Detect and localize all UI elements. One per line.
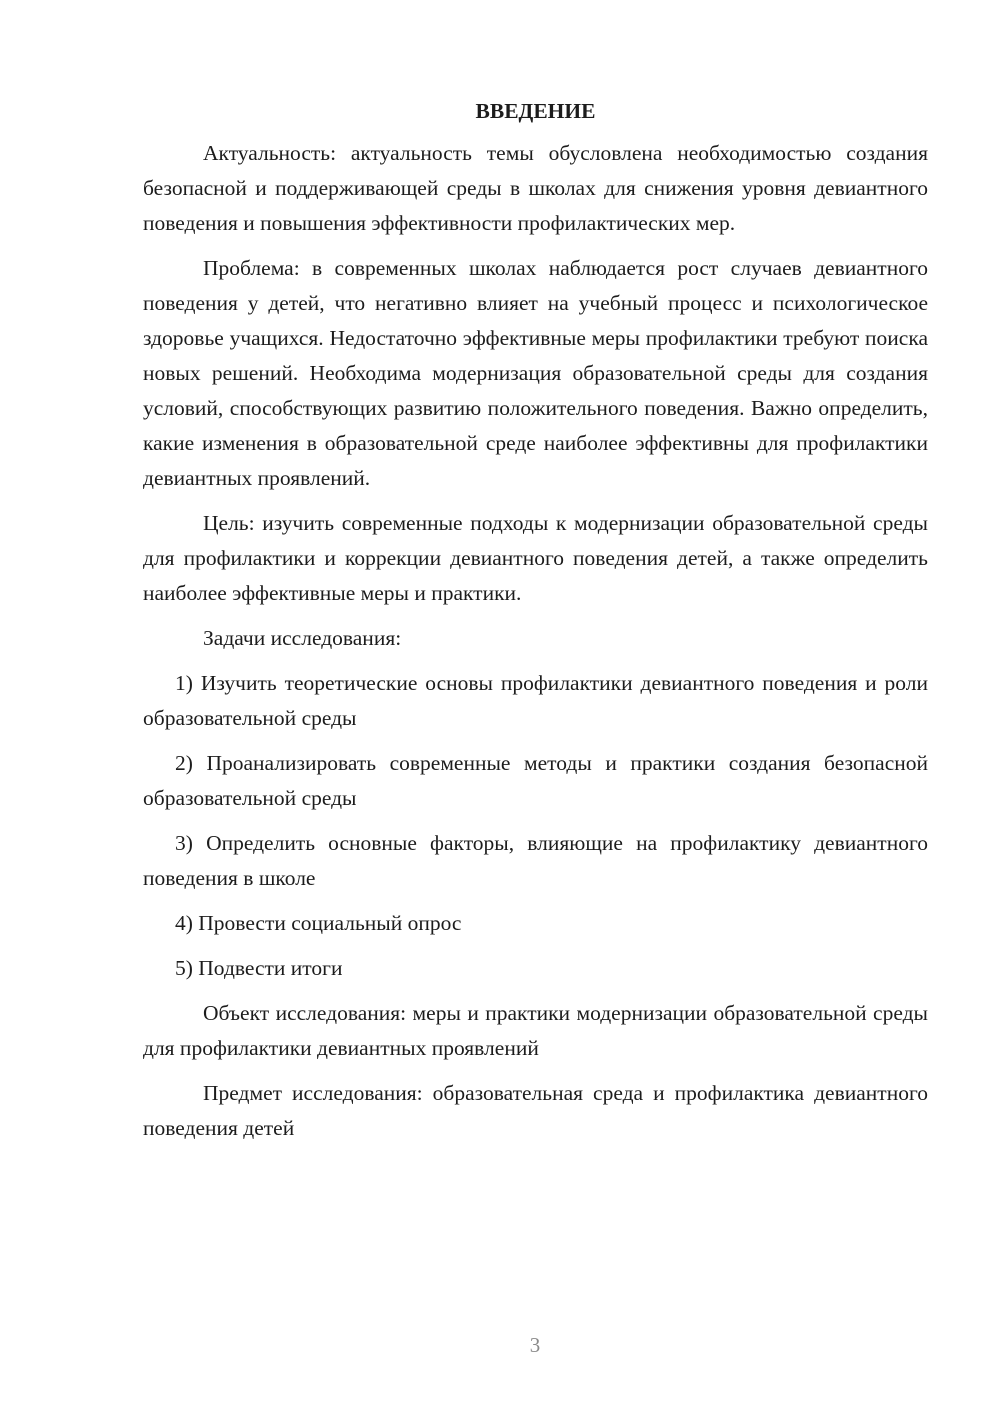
tasks-heading: Задачи исследования: [203, 626, 402, 650]
goal-paragraph: Цель: изучить современные подходы к модернизации образовательной среды для профилактики и коррекции девиантного поведения детей, а также определить наиболее эффективные меры и практики. [143, 511, 928, 605]
page-content [143, 96, 928, 1156]
task-item-1: 1) Изучить теоретические основы профилактики девиантного поведения и роли образовательной среды [143, 671, 928, 730]
relevance-paragraph: Актуальность: актуальность темы обусловлена необходимостью создания безопасной и поддерживающей среды в школах для снижения уровня девиантного поведения и повышения эффективности профилактических мер. [143, 141, 928, 235]
task-item-5: 5) Подвести итоги [175, 956, 343, 980]
task-item-4: 4) Провести социальный опрос [175, 911, 462, 935]
task-item-2: 2) Проанализировать современные методы и практики создания безопасной образовательной среды [143, 751, 928, 810]
task-item-3: 3) Определить основные факторы, влияющие на профилактику девиантного поведения в школе [143, 831, 928, 890]
page-number [0, 1333, 1000, 1358]
page-number-text: 3 [529, 1333, 541, 1357]
subject-paragraph: Предмет исследования: образовательная среда и профилактика девиантного поведения детей [143, 1081, 928, 1140]
object-paragraph: Объект исследования: меры и практики модернизации образовательной среды для профилактики девиантных проявлений [143, 1001, 928, 1060]
problem-paragraph: Проблема: в современных школах наблюдается рост случаев девиантного поведения у детей, что негативно влияет на учебный процесс и психологическое здоровье учащихся. Недостаточно эффективные меры профилактики требуют поиска новых решений. Необходима модернизация образовательной среды для создания условий, способствующих развитию положительного поведения. Важно определить, какие изменения в образовательной среде наиболее эффективны для профилактики девиантных проявлений. [143, 256, 928, 490]
section-title: ВВЕДЕНИЕ [475, 99, 596, 123]
